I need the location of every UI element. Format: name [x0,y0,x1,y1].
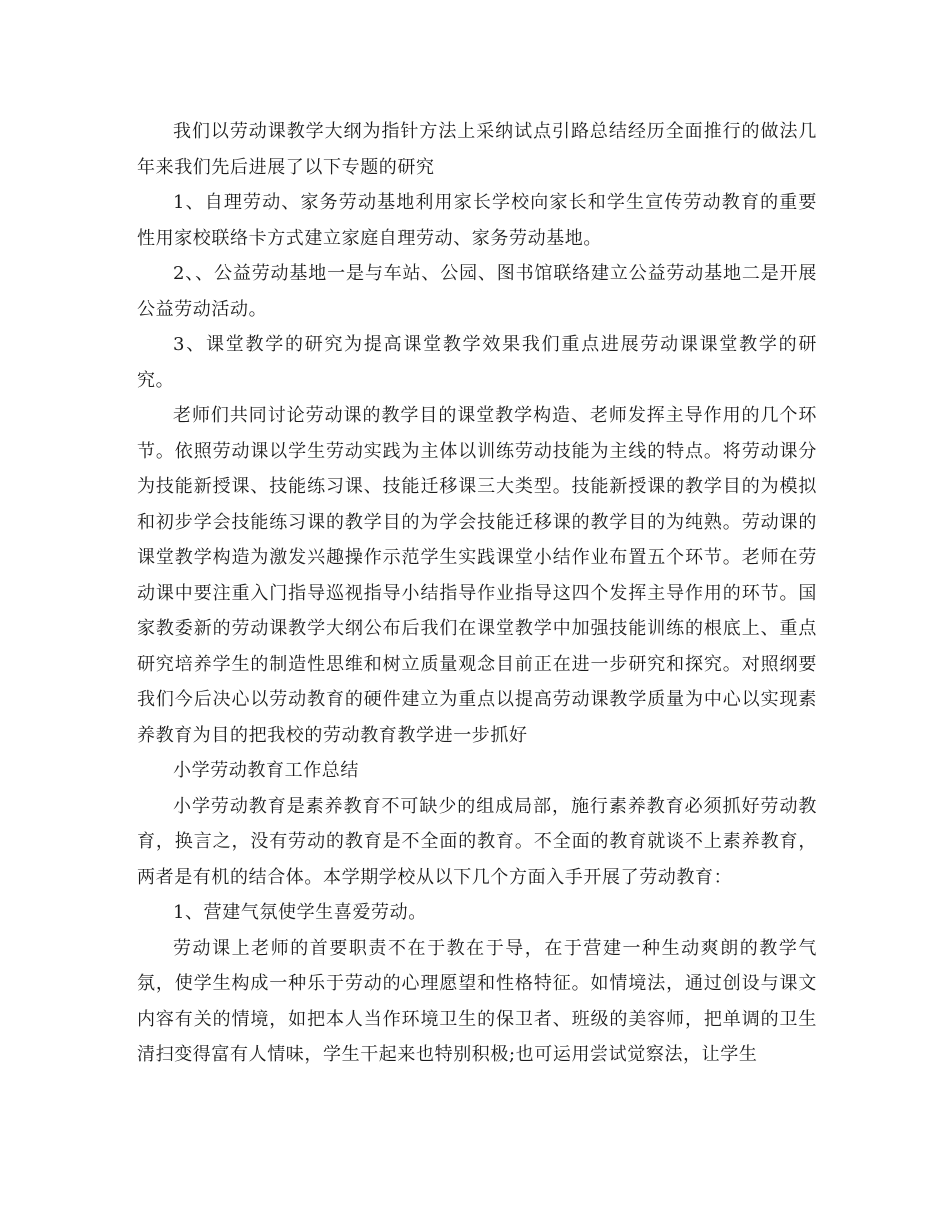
paragraph-item-2-public-labor: 2、、公益劳动基地一是与车站、公园、图书馆联络建立公益劳动基地二是开展公益劳动活动。 [137,263,817,320]
paragraph-item-1-self-care-labor: 1、自理劳动、家务劳动基地利用家长学校向家长和学生宣传劳动教育的重要性用家校联络卡方式建立家庭自理劳动、家务劳动基地。 [137,192,817,249]
section-heading-summary: 小学劳动教育工作总结 [173,760,359,781]
paragraph-method-intro: 我们以劳动课教学大纲为指针方法上采纳试点引路总结经历全面推行的做法几年来我们先后进展了以下专题的研究 [137,121,817,178]
paragraph-teacher-discussion: 老师们共同讨论劳动课的教学目的课堂教学构造、老师发挥主导作用的几个环节。依照劳动课以学生劳动实践为主体以训练劳动技能为主线的特点。将劳动课分为技能新授课、技能练习课、技能迁移课三大类型。技能新授课的教学目的为模拟和初步学会技能练习课的教学目的为学会技能迁移课的教学目的为纯熟。劳动课的课堂教学构造为激发兴趣操作示范学生实践课堂小结作业布置五个环节。老师在劳动课中要注重入门指导巡视指导小结指导作业指导这四个发挥主导作用的环节。国家教委新的劳动课教学大纲公布后我们在课堂教学中加强技能训练的根底上、重点研究培养学生的制造性思维和树立质量观念目前正在进一步研究和探究。对照纲要我们今后决心以劳动教育的硬件建立为重点以提高劳动课教学质量为中心以实现素养教育为目的把我校的劳动教育教学进一步抓好 [137,405,817,746]
paragraph-item-3-classroom-teaching: 3、课堂教学的研究为提高课堂教学效果我们重点进展劳动课课堂教学的研究。 [137,334,817,391]
document-body [137,114,817,1073]
paragraph-teacher-responsibility: 劳动课上老师的首要职责不在于教在于导，在于营建一种生动爽朗的教学气氛，使学生构成一种乐于劳动的心理愿望和性格特征。如情境法，通过创设与课文内容有关的情境，如把本人当作环境卫生的保卫者、班级的美容师，把单调的卫生清扫变得富有人情味，学生干起来也特别积极;也可运用尝试觉察法，让学生 [137,937,817,1065]
paragraph-item-1-atmosphere: 1、营建气氛使学生喜爱劳动。 [173,902,427,923]
paragraph-labor-education-intro: 小学劳动教育是素养教育不可缺少的组成局部，施行素养教育必须抓好劳动教育，换言之，没有劳动的教育是不全面的教育。不全面的教育就谈不上素养教育，两者是有机的结合体。本学期学校从以下几个方面入手开展了劳动教育： [137,795,817,888]
